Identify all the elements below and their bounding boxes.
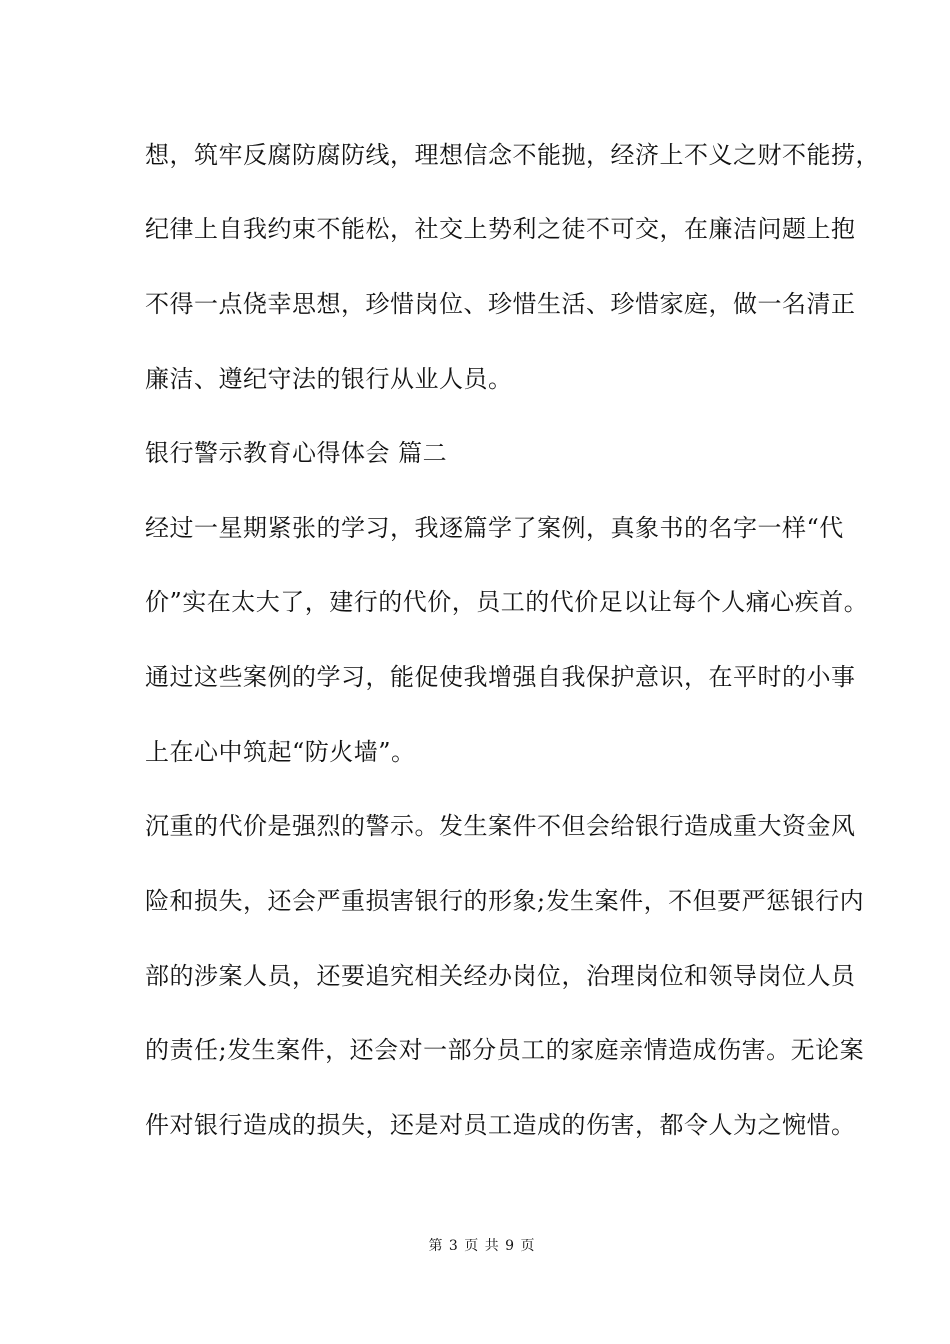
body-text-line: 的责任;发生案件，还会对一部分员工的家庭亲情造成伤害。无论案 (145, 1036, 865, 1064)
body-text-line: 想，筑牢反腐防腐防线，理想信念不能抛，经济上不义之财不能捞， (145, 141, 880, 169)
body-text-line: 沉重的代价是强烈的警示。发生案件不但会给银行造成重大资金风 (145, 812, 856, 840)
body-text-line: 件对银行造成的损失，还是对员工造成的伤害，都令人为之惋惜。 (145, 1111, 856, 1139)
section-heading: 银行警示教育心得体会 篇二 (145, 439, 448, 467)
body-text-line: 经过一星期紧张的学习，我逐篇学了案例，真象书的名字一样“代 (145, 514, 844, 542)
page-number-footer: 第 3 页 共 9 页 (428, 1238, 536, 1254)
body-text-line: 廉洁、遵纪守法的银行从业人员。 (145, 365, 513, 393)
body-text-line: 险和损失，还会严重损害银行的形象;发生案件，不但要严惩银行内 (145, 887, 865, 915)
body-text-line: 通过这些案例的学习，能促使我增强自我保护意识，在平时的小事 (145, 663, 856, 691)
body-text-line: 部的涉案人员，还要追究相关经办岗位，治理岗位和领导岗位人员 (145, 962, 856, 990)
body-text-line: 价”实在太大了，建行的代价，员工的代价足以让每个人痛心疾首。 (145, 588, 869, 616)
body-text-line: 上在心中筑起“防火墙”。 (145, 738, 416, 766)
body-text-line: 纪律上自我约束不能松，社交上势利之徒不可交，在廉洁问题上抱 (145, 215, 856, 243)
body-text-line: 不得一点侥幸思想，珍惜岗位、珍惜生活、珍惜家庭，做一名清正 (145, 290, 856, 318)
